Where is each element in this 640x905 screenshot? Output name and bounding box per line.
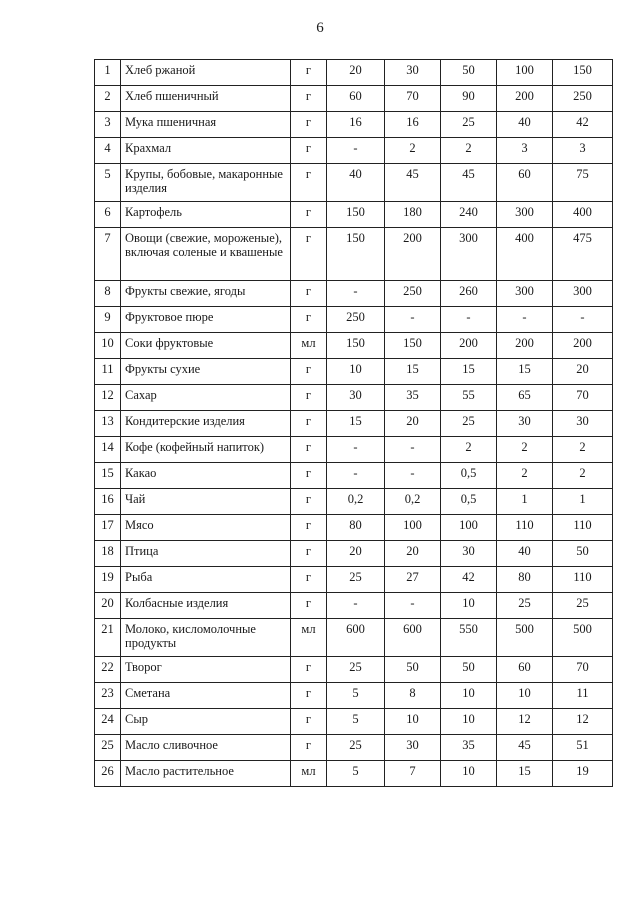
table-row bbox=[95, 307, 613, 333]
table-row bbox=[95, 657, 613, 683]
amount-cell: 200 bbox=[553, 333, 613, 359]
unit-cell: г bbox=[291, 657, 327, 683]
amount-cell: 45 bbox=[385, 164, 441, 202]
amount-cell: - bbox=[327, 138, 385, 164]
product-name-cell: Рыба bbox=[121, 567, 291, 593]
amount-cell: 3 bbox=[497, 138, 553, 164]
unit-cell: мл bbox=[291, 619, 327, 657]
row-number-cell: 9 bbox=[95, 307, 121, 333]
amount-cell: 65 bbox=[497, 385, 553, 411]
product-name-cell: Творог bbox=[121, 657, 291, 683]
amount-cell: 16 bbox=[327, 112, 385, 138]
amount-cell: 1 bbox=[497, 489, 553, 515]
amount-cell: 15 bbox=[497, 761, 553, 787]
amount-cell: 200 bbox=[497, 333, 553, 359]
row-number-cell: 1 bbox=[95, 60, 121, 86]
row-number-cell: 16 bbox=[95, 489, 121, 515]
amount-cell: - bbox=[497, 307, 553, 333]
table-row bbox=[95, 411, 613, 437]
table-row bbox=[95, 619, 613, 657]
unit-cell: г bbox=[291, 437, 327, 463]
amount-cell: 10 bbox=[441, 683, 497, 709]
row-number-cell: 7 bbox=[95, 228, 121, 281]
amount-cell: 150 bbox=[327, 202, 385, 228]
amount-cell: 70 bbox=[385, 86, 441, 112]
amount-cell: 15 bbox=[385, 359, 441, 385]
amount-cell: - bbox=[327, 281, 385, 307]
amount-cell: - bbox=[553, 307, 613, 333]
table-row bbox=[95, 333, 613, 359]
row-number-cell: 20 bbox=[95, 593, 121, 619]
table-row bbox=[95, 112, 613, 138]
unit-cell: г bbox=[291, 489, 327, 515]
row-number-cell: 13 bbox=[95, 411, 121, 437]
row-number-cell: 17 bbox=[95, 515, 121, 541]
amount-cell: 10 bbox=[385, 709, 441, 735]
amount-cell: 600 bbox=[385, 619, 441, 657]
amount-cell: 70 bbox=[553, 385, 613, 411]
amount-cell: 200 bbox=[497, 86, 553, 112]
amount-cell: 200 bbox=[385, 228, 441, 281]
amount-cell: 35 bbox=[441, 735, 497, 761]
amount-cell: 2 bbox=[553, 463, 613, 489]
product-name-cell: Хлеб пшеничный bbox=[121, 86, 291, 112]
row-number-cell: 25 bbox=[95, 735, 121, 761]
amount-cell: 2 bbox=[497, 463, 553, 489]
product-name-cell: Фрукты свежие, ягоды bbox=[121, 281, 291, 307]
amount-cell: 45 bbox=[497, 735, 553, 761]
table-row bbox=[95, 228, 613, 281]
amount-cell: 12 bbox=[553, 709, 613, 735]
amount-cell: 300 bbox=[441, 228, 497, 281]
amount-cell: 40 bbox=[497, 541, 553, 567]
product-name-cell: Колбасные изделия bbox=[121, 593, 291, 619]
table-row bbox=[95, 60, 613, 86]
product-name-cell: Сахар bbox=[121, 385, 291, 411]
product-name-cell: Молоко, кисломолочные продукты bbox=[121, 619, 291, 657]
amount-cell: 110 bbox=[553, 515, 613, 541]
amount-cell: 150 bbox=[385, 333, 441, 359]
amount-cell: 5 bbox=[327, 683, 385, 709]
row-number-cell: 23 bbox=[95, 683, 121, 709]
amount-cell: 19 bbox=[553, 761, 613, 787]
amount-cell: 2 bbox=[385, 138, 441, 164]
row-number-cell: 24 bbox=[95, 709, 121, 735]
amount-cell: 250 bbox=[327, 307, 385, 333]
row-number-cell: 8 bbox=[95, 281, 121, 307]
unit-cell: г bbox=[291, 515, 327, 541]
row-number-cell: 21 bbox=[95, 619, 121, 657]
amount-cell: 50 bbox=[385, 657, 441, 683]
amount-cell: 7 bbox=[385, 761, 441, 787]
table-row bbox=[95, 541, 613, 567]
amount-cell: 150 bbox=[327, 228, 385, 281]
product-name-cell: Овощи (свежие, мороженые), включая соленые и квашеные bbox=[121, 228, 291, 281]
amount-cell: - bbox=[385, 593, 441, 619]
amount-cell: 2 bbox=[441, 138, 497, 164]
product-name-cell: Соки фруктовые bbox=[121, 333, 291, 359]
table-row bbox=[95, 437, 613, 463]
unit-cell: г bbox=[291, 307, 327, 333]
row-number-cell: 22 bbox=[95, 657, 121, 683]
amount-cell: 15 bbox=[327, 411, 385, 437]
table-row bbox=[95, 735, 613, 761]
amount-cell: 16 bbox=[385, 112, 441, 138]
table-row bbox=[95, 385, 613, 411]
table-row bbox=[95, 463, 613, 489]
product-name-cell: Масло растительное bbox=[121, 761, 291, 787]
unit-cell: г bbox=[291, 709, 327, 735]
unit-cell: г bbox=[291, 202, 327, 228]
amount-cell: 30 bbox=[441, 541, 497, 567]
amount-cell: - bbox=[385, 307, 441, 333]
product-name-cell: Мука пшеничная bbox=[121, 112, 291, 138]
amount-cell: 400 bbox=[553, 202, 613, 228]
product-name-cell: Крахмал bbox=[121, 138, 291, 164]
amount-cell: 5 bbox=[327, 709, 385, 735]
product-name-cell: Сыр bbox=[121, 709, 291, 735]
unit-cell: г bbox=[291, 385, 327, 411]
amount-cell: 0,2 bbox=[327, 489, 385, 515]
amount-cell: 300 bbox=[497, 281, 553, 307]
amount-cell: 15 bbox=[497, 359, 553, 385]
amount-cell: 8 bbox=[385, 683, 441, 709]
table-row bbox=[95, 761, 613, 787]
table-row bbox=[95, 489, 613, 515]
row-number-cell: 2 bbox=[95, 86, 121, 112]
amount-cell: 40 bbox=[497, 112, 553, 138]
amount-cell: 2 bbox=[441, 437, 497, 463]
table-row bbox=[95, 683, 613, 709]
amount-cell: 45 bbox=[441, 164, 497, 202]
amount-cell: 10 bbox=[441, 593, 497, 619]
amount-cell: 60 bbox=[497, 164, 553, 202]
amount-cell: 3 bbox=[553, 138, 613, 164]
amount-cell: 11 bbox=[553, 683, 613, 709]
amount-cell: 55 bbox=[441, 385, 497, 411]
amount-cell: 60 bbox=[497, 657, 553, 683]
amount-cell: 110 bbox=[497, 515, 553, 541]
unit-cell: г bbox=[291, 60, 327, 86]
amount-cell: 60 bbox=[327, 86, 385, 112]
amount-cell: - bbox=[327, 593, 385, 619]
amount-cell: 550 bbox=[441, 619, 497, 657]
amount-cell: 240 bbox=[441, 202, 497, 228]
amount-cell: - bbox=[385, 437, 441, 463]
amount-cell: 10 bbox=[441, 709, 497, 735]
amount-cell: 150 bbox=[553, 60, 613, 86]
product-name-cell: Фруктовое пюре bbox=[121, 307, 291, 333]
unit-cell: г bbox=[291, 359, 327, 385]
amount-cell: 20 bbox=[385, 541, 441, 567]
amount-cell: 12 bbox=[497, 709, 553, 735]
amount-cell: 25 bbox=[327, 657, 385, 683]
table-row bbox=[95, 359, 613, 385]
amount-cell: 1 bbox=[553, 489, 613, 515]
amount-cell: 50 bbox=[441, 60, 497, 86]
amount-cell: 90 bbox=[441, 86, 497, 112]
product-name-cell: Птица bbox=[121, 541, 291, 567]
unit-cell: г bbox=[291, 281, 327, 307]
amount-cell: 400 bbox=[497, 228, 553, 281]
amount-cell: - bbox=[327, 437, 385, 463]
table-row bbox=[95, 86, 613, 112]
amount-cell: 30 bbox=[327, 385, 385, 411]
row-number-cell: 3 bbox=[95, 112, 121, 138]
row-number-cell: 19 bbox=[95, 567, 121, 593]
amount-cell: 15 bbox=[441, 359, 497, 385]
product-name-cell: Сметана bbox=[121, 683, 291, 709]
product-name-cell: Фрукты сухие bbox=[121, 359, 291, 385]
food-norms-table bbox=[94, 59, 613, 787]
amount-cell: 300 bbox=[497, 202, 553, 228]
amount-cell: 2 bbox=[553, 437, 613, 463]
unit-cell: г bbox=[291, 683, 327, 709]
amount-cell: - bbox=[385, 463, 441, 489]
row-number-cell: 14 bbox=[95, 437, 121, 463]
amount-cell: 500 bbox=[553, 619, 613, 657]
amount-cell: 100 bbox=[497, 60, 553, 86]
amount-cell: 30 bbox=[385, 735, 441, 761]
amount-cell: 50 bbox=[441, 657, 497, 683]
amount-cell: 25 bbox=[441, 112, 497, 138]
amount-cell: 10 bbox=[497, 683, 553, 709]
amount-cell: 200 bbox=[441, 333, 497, 359]
row-number-cell: 4 bbox=[95, 138, 121, 164]
unit-cell: г bbox=[291, 164, 327, 202]
table-row bbox=[95, 567, 613, 593]
row-number-cell: 6 bbox=[95, 202, 121, 228]
amount-cell: 20 bbox=[385, 411, 441, 437]
unit-cell: г bbox=[291, 541, 327, 567]
amount-cell: 600 bbox=[327, 619, 385, 657]
product-name-cell: Крупы, бобовые, макаронные изделия bbox=[121, 164, 291, 202]
row-number-cell: 26 bbox=[95, 761, 121, 787]
amount-cell: 0,5 bbox=[441, 489, 497, 515]
amount-cell: 180 bbox=[385, 202, 441, 228]
amount-cell: 20 bbox=[327, 60, 385, 86]
amount-cell: 50 bbox=[553, 541, 613, 567]
table-row bbox=[95, 593, 613, 619]
amount-cell: 30 bbox=[553, 411, 613, 437]
table-row bbox=[95, 164, 613, 202]
unit-cell: г bbox=[291, 463, 327, 489]
unit-cell: мл bbox=[291, 761, 327, 787]
unit-cell: г bbox=[291, 86, 327, 112]
product-name-cell: Какао bbox=[121, 463, 291, 489]
amount-cell: - bbox=[441, 307, 497, 333]
table-row bbox=[95, 138, 613, 164]
amount-cell: 80 bbox=[497, 567, 553, 593]
unit-cell: г bbox=[291, 411, 327, 437]
unit-cell: мл bbox=[291, 333, 327, 359]
amount-cell: 42 bbox=[553, 112, 613, 138]
amount-cell: 500 bbox=[497, 619, 553, 657]
row-number-cell: 11 bbox=[95, 359, 121, 385]
table-row bbox=[95, 709, 613, 735]
row-number-cell: 10 bbox=[95, 333, 121, 359]
unit-cell: г bbox=[291, 138, 327, 164]
page-number: 6 bbox=[316, 20, 324, 36]
amount-cell: 5 bbox=[327, 761, 385, 787]
amount-cell: 25 bbox=[441, 411, 497, 437]
amount-cell: 51 bbox=[553, 735, 613, 761]
amount-cell: 250 bbox=[385, 281, 441, 307]
amount-cell: 25 bbox=[553, 593, 613, 619]
table-row bbox=[95, 202, 613, 228]
amount-cell: 475 bbox=[553, 228, 613, 281]
unit-cell: г bbox=[291, 112, 327, 138]
amount-cell: 20 bbox=[327, 541, 385, 567]
amount-cell: 25 bbox=[327, 735, 385, 761]
table-row bbox=[95, 281, 613, 307]
amount-cell: 10 bbox=[327, 359, 385, 385]
amount-cell: 110 bbox=[553, 567, 613, 593]
row-number-cell: 5 bbox=[95, 164, 121, 202]
amount-cell: 300 bbox=[553, 281, 613, 307]
amount-cell: 30 bbox=[385, 60, 441, 86]
unit-cell: г bbox=[291, 735, 327, 761]
row-number-cell: 18 bbox=[95, 541, 121, 567]
amount-cell: 42 bbox=[441, 567, 497, 593]
amount-cell: 27 bbox=[385, 567, 441, 593]
amount-cell: 70 bbox=[553, 657, 613, 683]
unit-cell: г bbox=[291, 567, 327, 593]
amount-cell: 100 bbox=[441, 515, 497, 541]
amount-cell: 25 bbox=[497, 593, 553, 619]
amount-cell: 0,2 bbox=[385, 489, 441, 515]
unit-cell: г bbox=[291, 228, 327, 281]
product-name-cell: Хлеб ржаной bbox=[121, 60, 291, 86]
amount-cell: 20 bbox=[553, 359, 613, 385]
product-name-cell: Картофель bbox=[121, 202, 291, 228]
product-name-cell: Кофе (кофейный напиток) bbox=[121, 437, 291, 463]
amount-cell: 0,5 bbox=[441, 463, 497, 489]
row-number-cell: 12 bbox=[95, 385, 121, 411]
amount-cell: 250 bbox=[553, 86, 613, 112]
product-name-cell: Кондитерские изделия bbox=[121, 411, 291, 437]
amount-cell: 25 bbox=[327, 567, 385, 593]
amount-cell: 260 bbox=[441, 281, 497, 307]
table-row bbox=[95, 515, 613, 541]
product-name-cell: Чай bbox=[121, 489, 291, 515]
unit-cell: г bbox=[291, 593, 327, 619]
amount-cell: 150 bbox=[327, 333, 385, 359]
amount-cell: 35 bbox=[385, 385, 441, 411]
amount-cell: 10 bbox=[441, 761, 497, 787]
amount-cell: 30 bbox=[497, 411, 553, 437]
amount-cell: - bbox=[327, 463, 385, 489]
product-name-cell: Мясо bbox=[121, 515, 291, 541]
amount-cell: 75 bbox=[553, 164, 613, 202]
row-number-cell: 15 bbox=[95, 463, 121, 489]
amount-cell: 2 bbox=[497, 437, 553, 463]
amount-cell: 100 bbox=[385, 515, 441, 541]
product-name-cell: Масло сливочное bbox=[121, 735, 291, 761]
amount-cell: 40 bbox=[327, 164, 385, 202]
amount-cell: 80 bbox=[327, 515, 385, 541]
